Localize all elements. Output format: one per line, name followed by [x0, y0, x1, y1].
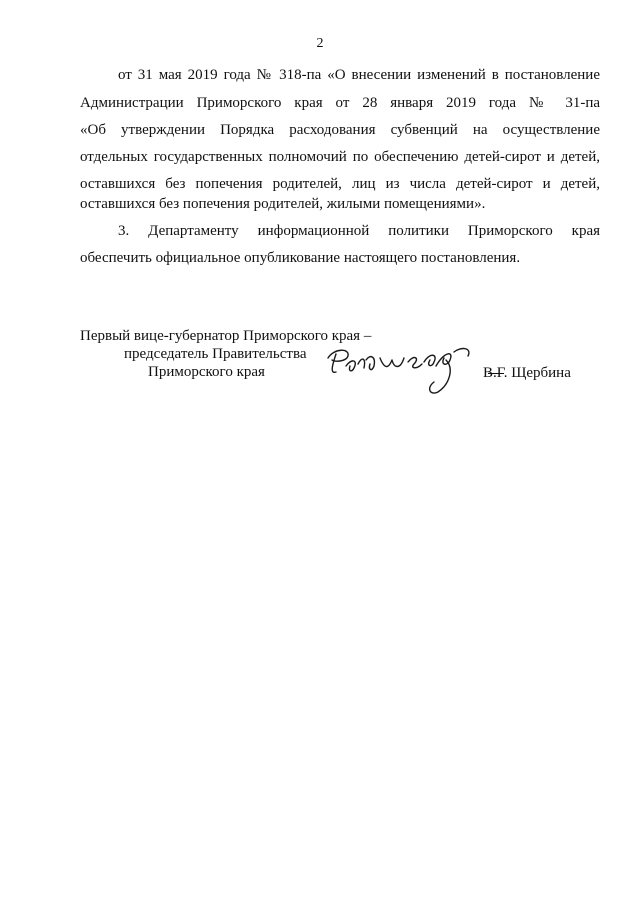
- paragraph-line: оставшихся без попечения родителей, лиц из числа детей-сирот и детей,: [80, 176, 600, 192]
- signatory-title-line: Приморского края: [148, 364, 265, 380]
- paragraph-line: оставшихся без попечения родителей, жилыми помещениями».: [80, 196, 486, 212]
- paragraph-line: Администрации Приморского края от 28 января 2019 года № 31-па: [80, 95, 600, 111]
- signatory-title-line: Первый вице-губернатор Приморского края –: [80, 328, 372, 344]
- paragraph-line: обеспечить официальное опубликование настоящего постановления.: [80, 250, 521, 266]
- paragraph-line: от 31 мая 2019 года № 318-па «О внесении изменений в постановление: [118, 67, 600, 83]
- signatory-name: В.Г. Щербина: [483, 365, 571, 381]
- paragraph-line: «Об утверждении Порядка расходования субвенций на осуществление: [80, 122, 600, 138]
- page-number: 2: [316, 36, 324, 51]
- handwritten-signature: [322, 340, 492, 400]
- signatory-title-line: председатель Правительства: [124, 346, 307, 362]
- paragraph-line: 3. Департаменту информационной политики Приморского края: [118, 223, 600, 239]
- paragraph-line: отдельных государственных полномочий по обеспечению детей-сирот и детей,: [80, 149, 600, 165]
